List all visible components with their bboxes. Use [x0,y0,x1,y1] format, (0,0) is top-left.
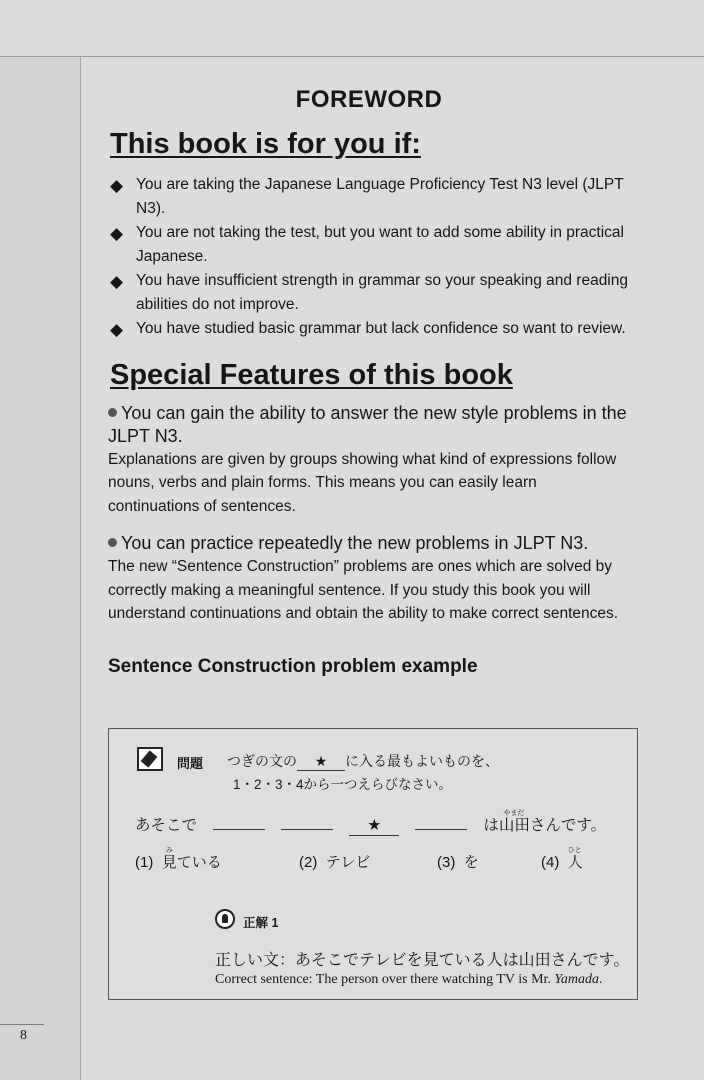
answer-label: 正解 1 [243,916,279,930]
list-item: ◆ You are taking the Japanese Language Proficiency Test N3 level (JLPT N3). [110,176,624,217]
feature-heading: You can gain the ability to answer the new style problems in the JLPT N3. [108,402,627,446]
instruction-line-1: つぎの文の ★ に入る最もよいものを、 [227,753,499,769]
dot-bullet-icon [108,408,117,417]
left-margin [0,57,81,1080]
diamond-bullet-icon: ◆ [110,224,124,243]
top-rule [0,56,704,57]
answer-japanese: 正しい文：あそこでテレビを見ている人は山田さんです。 [215,952,630,969]
answer-blank [281,815,333,830]
diamond-bullet-icon: ◆ [110,272,124,291]
choice-4: (4) ひと 人 [541,847,583,871]
example-title: Sentence Construction problem example [108,655,478,677]
page-number-rule [0,1024,44,1025]
page-number: 8 [20,1028,27,1043]
feature-2 [108,532,630,626]
star-icon: ★ [297,753,345,771]
instruction-line-2: 1・2・3・4から一つえらびなさい。 [233,777,453,792]
feature-body: The new “Sentence Construction” problems are ones which are solved by correctly making a meaningful sentence. If you study this book you will understand continuations and obtain the ability to make correct sentences. [108,558,619,622]
section-heading-for-you: This book is for you if: [110,128,421,160]
choice-2: (2) テレビ [299,854,371,871]
list-item: ◆ You are not taking the test, but you want to add some ability in practical Japanese. [110,224,624,265]
answer-blank [415,815,467,830]
pencil-icon [137,747,163,771]
feature-heading: You can practice repeatedly the new problems in JLPT N3. [121,533,589,553]
lightbulb-icon [215,909,235,929]
diamond-bullet-icon: ◆ [110,320,124,339]
section-heading-features: Special Features of this book [110,358,513,391]
page-content [108,60,630,678]
list-item: ◆ You have studied basic grammar but lack confidence so want to review. [108,317,630,341]
answer-english: Correct sentence: The person over there watching TV is Mr. Yamada. [215,972,603,987]
problem-sentence: あそこで ★ やまだ は山田さんです。 [135,810,607,834]
choice-3: (3) を [437,854,479,871]
choice-1: (1) み 見ている [135,847,222,871]
feature-body: Explanations are given by groups showing what kind of expressions follow nouns, verbs and plain forms. This means you can easily learn continuations of sentences. [108,450,617,515]
example-box [108,728,638,1000]
dot-bullet-icon [108,538,117,547]
foreword-title: FOREWORD [295,86,443,113]
question-label: 問題 [177,756,204,771]
feature-1 [108,402,630,519]
for-you-list [108,173,630,341]
diamond-bullet-icon: ◆ [110,176,124,195]
answer-blank [213,815,265,830]
list-item: ◆ You have insufficient strength in grammar so your speaking and reading abilities do not improve. [110,272,628,313]
star-icon: ★ [349,816,399,836]
